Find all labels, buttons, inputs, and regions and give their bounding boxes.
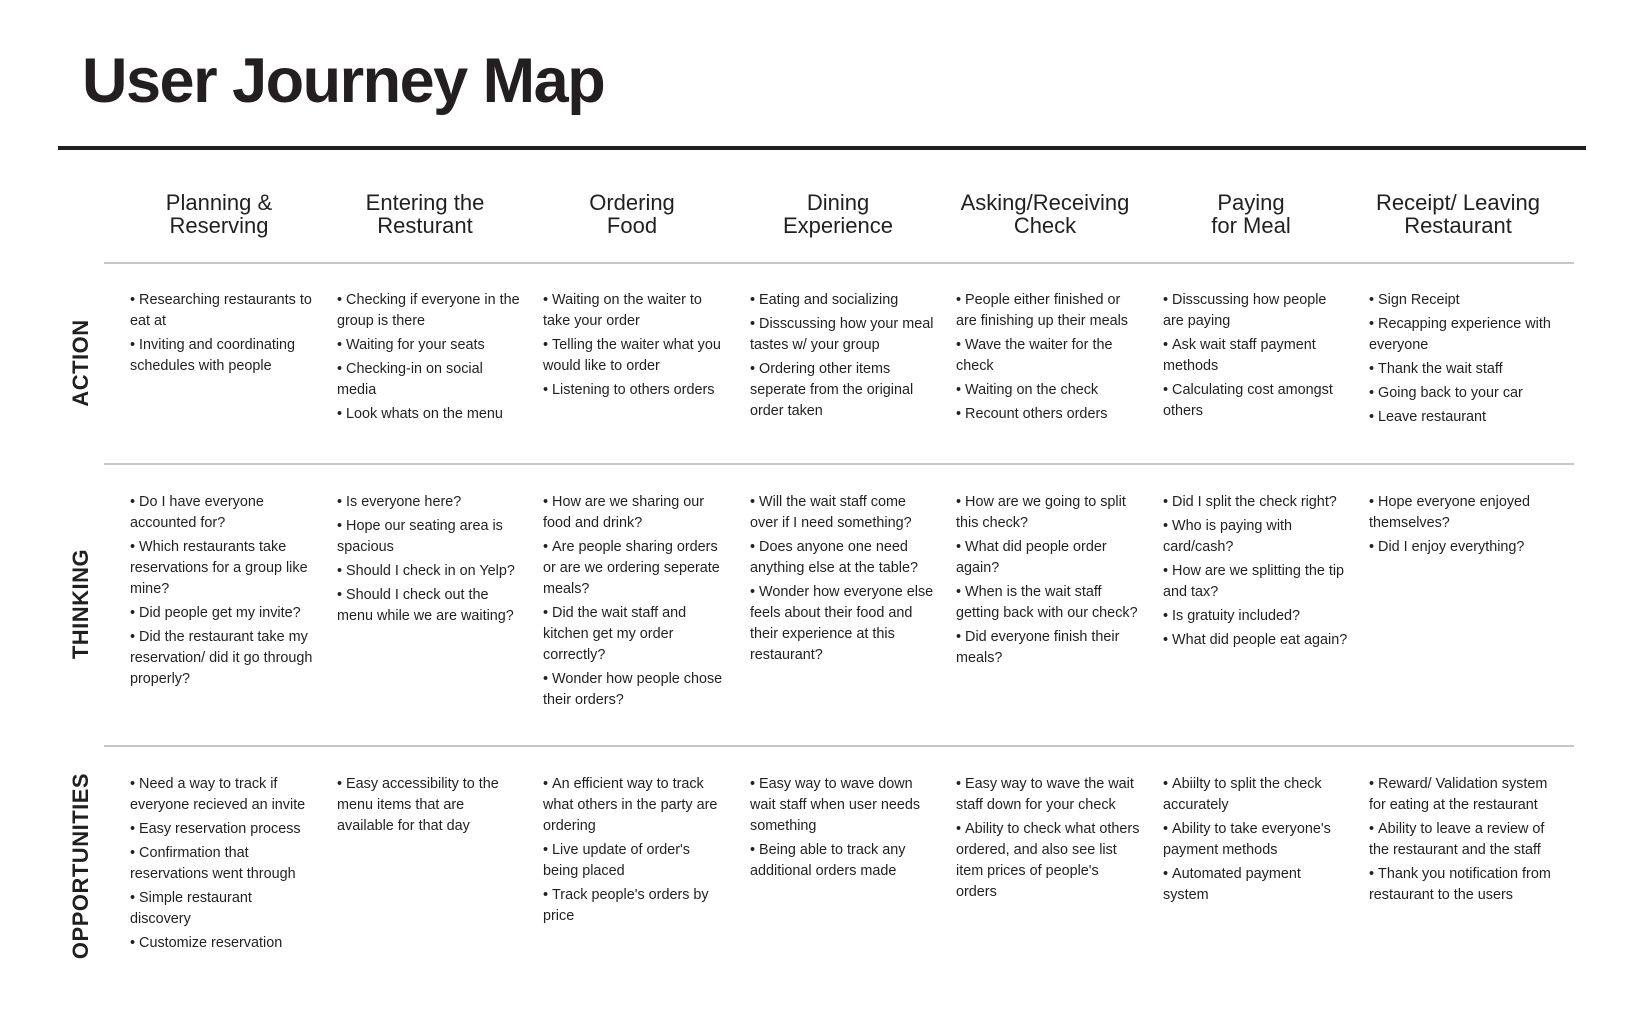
action-cell bbox=[337, 290, 523, 428]
list-item: • Easy way to wave down wait staff when user needs something bbox=[750, 774, 936, 837]
list-item: • Easy reservation process bbox=[130, 819, 316, 840]
row-label-text: THINKING bbox=[68, 548, 93, 660]
list-item: • Thank you notification from restaurant to the users bbox=[1369, 864, 1555, 906]
list-item: • Ask wait staff payment methods bbox=[1163, 335, 1349, 377]
list-item: • Are people sharing orders or are we ordering seperate meals? bbox=[543, 537, 729, 600]
list-item: • How are we sharing our food and drink? bbox=[543, 492, 729, 534]
thinking-cell bbox=[1163, 492, 1349, 654]
list-item: • Customize reservation bbox=[130, 933, 316, 954]
list-item: • Calculating cost amongst others bbox=[1163, 380, 1349, 422]
list-item: • What did people order again? bbox=[956, 537, 1142, 579]
list-item: • Inviting and coordinating schedules with people bbox=[130, 335, 316, 377]
list-item: • Abiilty to split the check accurately bbox=[1163, 774, 1349, 816]
stage-header-dining: Dining Experience bbox=[782, 190, 894, 238]
list-item: • Waiting on the check bbox=[956, 380, 1142, 401]
list-item: • When is the wait staff getting back with our check? bbox=[956, 582, 1142, 624]
list-item: • Reward/ Validation system for eating at the restaurant bbox=[1369, 774, 1555, 816]
action-cell bbox=[543, 290, 729, 404]
list-item: • Automated payment system bbox=[1163, 864, 1349, 906]
list-item: • Did everyone finish their meals? bbox=[956, 627, 1142, 669]
list-item: • Confirmation that reservations went through bbox=[130, 843, 316, 885]
list-item: • Being able to track any additional orders made bbox=[750, 840, 936, 882]
opportunities-cell bbox=[1369, 774, 1555, 909]
list-item: • Did the restaurant take my reservation/ did it go through properly? bbox=[130, 627, 316, 690]
list-item: • Ability to take everyone's payment methods bbox=[1163, 819, 1349, 861]
opportunities-cell bbox=[1163, 774, 1349, 909]
action-cell bbox=[1369, 290, 1555, 431]
list-item: • Sign Receipt bbox=[1369, 290, 1555, 311]
stage-header-check: Asking/Receiving Check bbox=[960, 190, 1130, 238]
list-item: • Did people get my invite? bbox=[130, 603, 316, 624]
list-item: • Ability to check what others ordered, and also see list item prices of people's orders bbox=[956, 819, 1142, 903]
row-divider bbox=[104, 262, 1574, 264]
list-item: • Thank the wait staff bbox=[1369, 359, 1555, 380]
stage-header-entering: Entering the Resturant bbox=[365, 190, 485, 238]
list-item: • Should I check out the menu while we are waiting? bbox=[337, 585, 523, 627]
list-item: • Wonder how people chose their orders? bbox=[543, 669, 729, 711]
list-item: • Is gratuity included? bbox=[1163, 606, 1349, 627]
row-label-text: ACTION bbox=[68, 319, 93, 407]
list-item: • Checking if everyone in the group is there bbox=[337, 290, 523, 332]
list-item: • Is everyone here? bbox=[337, 492, 523, 513]
list-item: • Hope our seating area is spacious bbox=[337, 516, 523, 558]
list-item: • Eating and socializing bbox=[750, 290, 936, 311]
list-item: • Track people's orders by price bbox=[543, 885, 729, 927]
page-title: User Journey Map bbox=[82, 46, 605, 116]
list-item: • Need a way to track if everyone recieved an invite bbox=[130, 774, 316, 816]
opportunities-cell bbox=[750, 774, 936, 885]
opportunities-cell bbox=[956, 774, 1142, 906]
action-cell bbox=[956, 290, 1142, 428]
list-item: • Recapping experience with everyone bbox=[1369, 314, 1555, 356]
title-divider bbox=[58, 146, 1586, 150]
list-item: • Will the wait staff come over if I need something? bbox=[750, 492, 936, 534]
row-divider bbox=[104, 745, 1574, 747]
opportunities-cell bbox=[337, 774, 523, 840]
list-item: • Did I split the check right? bbox=[1163, 492, 1349, 513]
list-item: • Disscussing how your meal tastes w/ your group bbox=[750, 314, 936, 356]
list-item: • Disscussing how people are paying bbox=[1163, 290, 1349, 332]
list-item: • Should I check in on Yelp? bbox=[337, 561, 523, 582]
stage-header-paying: Paying for Meal bbox=[1211, 190, 1291, 238]
list-item: • Telling the waiter what you would like to order bbox=[543, 335, 729, 377]
list-item: • How are we going to split this check? bbox=[956, 492, 1142, 534]
stage-header-leaving: Receipt/ Leaving Restaurant bbox=[1376, 190, 1540, 238]
thinking-cell bbox=[337, 492, 523, 630]
list-item: • Wonder how everyone else feels about their food and their experience at this restaurant? bbox=[750, 582, 936, 666]
stage-header-ordering: Ordering Food bbox=[589, 190, 675, 238]
list-item: • Did I enjoy everything? bbox=[1369, 537, 1555, 558]
list-item: • Ability to leave a review of the restaurant and the staff bbox=[1369, 819, 1555, 861]
list-item: • Researching restaurants to eat at bbox=[130, 290, 316, 332]
list-item: • People either finished or are finishing up their meals bbox=[956, 290, 1142, 332]
list-item: • Listening to others orders bbox=[543, 380, 729, 401]
list-item: • Live update of order's being placed bbox=[543, 840, 729, 882]
list-item: • How are we splitting the tip and tax? bbox=[1163, 561, 1349, 603]
list-item: • Waiting for your seats bbox=[337, 335, 523, 356]
stage-header-planning: Planning & Reserving bbox=[165, 190, 273, 238]
opportunities-cell bbox=[130, 774, 316, 957]
list-item: • Do I have everyone accounted for? bbox=[130, 492, 316, 534]
list-item: • Going back to your car bbox=[1369, 383, 1555, 404]
list-item: • Easy accessibility to the menu items that are available for that day bbox=[337, 774, 523, 837]
list-item: • Simple restaurant discovery bbox=[130, 888, 316, 930]
list-item: • Does anyone one need anything else at the table? bbox=[750, 537, 936, 579]
list-item: • Who is paying with card/cash? bbox=[1163, 516, 1349, 558]
row-label-text: OPPORTUNITIES bbox=[68, 772, 93, 960]
stage-headers bbox=[116, 191, 1562, 251]
list-item: • What did people eat again? bbox=[1163, 630, 1349, 651]
list-item: • Which restaurants take reservations for a group like mine? bbox=[130, 537, 316, 600]
list-item: • Checking-in on social media bbox=[337, 359, 523, 401]
row-divider bbox=[104, 463, 1574, 465]
list-item: • Look whats on the menu bbox=[337, 404, 523, 425]
list-item: • Hope everyone enjoyed themselves? bbox=[1369, 492, 1555, 534]
action-cell bbox=[750, 290, 936, 425]
thinking-cell bbox=[750, 492, 936, 669]
list-item: • Recount others orders bbox=[956, 404, 1142, 425]
action-cell bbox=[1163, 290, 1349, 425]
opportunities-cell bbox=[543, 774, 729, 930]
list-item: • Ordering other items seperate from the original order taken bbox=[750, 359, 936, 422]
thinking-cell bbox=[956, 492, 1142, 672]
thinking-cell bbox=[543, 492, 729, 714]
thinking-cell bbox=[1369, 492, 1555, 561]
list-item: • Did the wait staff and kitchen get my order correctly? bbox=[543, 603, 729, 666]
action-cell bbox=[130, 290, 316, 380]
list-item: • Wave the waiter for the check bbox=[956, 335, 1142, 377]
list-item: • An efficient way to track what others in the party are ordering bbox=[543, 774, 729, 837]
list-item: • Waiting on the waiter to take your order bbox=[543, 290, 729, 332]
list-item: • Easy way to wave the wait staff down for your check bbox=[956, 774, 1142, 816]
thinking-cell bbox=[130, 492, 316, 693]
list-item: • Leave restaurant bbox=[1369, 407, 1555, 428]
